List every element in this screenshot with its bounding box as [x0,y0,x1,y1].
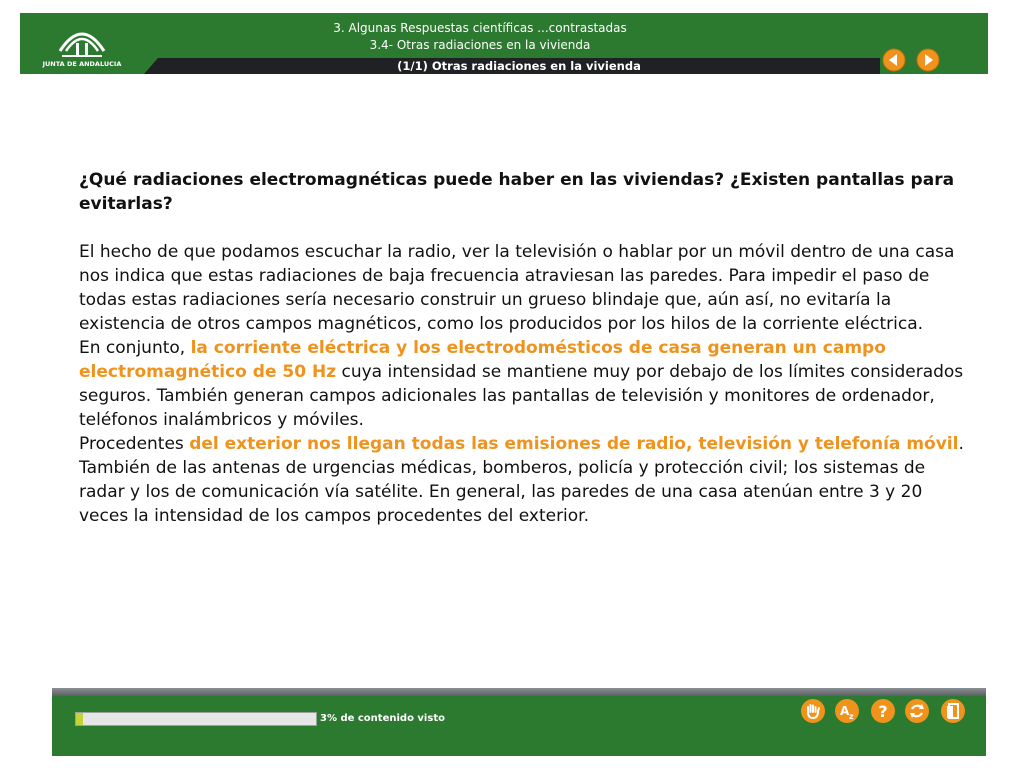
paragraph-3-end: . [958,434,964,454]
help-icon[interactable] [870,698,896,724]
header-bar [20,13,988,74]
paragraph-1: El hecho de que podamos escuchar la radio, ver la televisión o hablar por un móvil dentro de una casa nos indica que estas radiaciones de baja frecuencia atraviesan las paredes. Para impedir el paso de todas estas radiaciones sería necesario construir un grueso blindaje que, aún así, no evitaría la existencia de otros campos magnéticos, como los producidos por los hilos de la corriente eléctrica. [79,242,955,334]
logo-text: JUNTA DE ANDALUCIA [42,60,122,68]
paragraph-2-end: cuya intensidad se mantiene muy por debajo de los límites considerados seguros. También generan campos adicionales las pantallas de televisión y monitores de ordenador, teléfonos inalámbricos y móviles. [79,362,964,430]
hand-pointer-icon[interactable] [800,698,826,724]
svg-text:z: z [849,712,854,721]
junta-de-andalucia-logo [20,13,145,74]
paragraph-2-highlight: la corriente eléctrica y los electrodomésticos de casa generan un campo electromagnético de 50 Hz [79,338,886,382]
progress-label: 3% de contenido visto [320,713,445,724]
page-title-bar [158,58,880,74]
paragraph-3 [79,432,965,456]
footer-bar [52,688,986,756]
svg-text:A: A [840,704,850,718]
glossary-az-icon[interactable] [834,698,860,724]
reload-icon[interactable] [904,698,930,724]
exit-door-icon[interactable] [940,698,966,724]
paragraph-4: También de las antenas de urgencias médicas, bomberos, policía y protección civil; los sistemas de radar y los de comunicación vía satélite. En general, las paredes de una casa atenúan entre 3 y 20 veces la intensidad de los campos procedentes del exterior. [79,458,926,526]
paragraph-3-start: Procedentes [79,434,190,454]
subsection-title: 3.4- Otras radiaciones en la vivienda [369,38,591,52]
arrow-left-icon[interactable] [882,48,906,72]
paragraph-3-highlight: del exterior nos llegan todas las emisiones de radio, televisión y telefonía móvil [189,434,959,454]
page-title: (1/1) Otras radiaciones en la vivienda [397,59,641,73]
paragraph-2 [79,336,965,432]
question-heading: ¿Qué radiaciones electromagnéticas puede haber en las viviendas? ¿Existen pantallas para evitarlas? [79,170,955,214]
progress-fill [76,713,83,725]
arrow-right-icon[interactable] [916,48,940,72]
svg-text:?: ? [878,702,888,721]
main-content [79,168,965,528]
footer-divider [52,688,986,696]
section-title: 3. Algunas Respuestas científicas ...contrastadas [333,21,627,35]
progress-bar [75,712,317,726]
paragraph-2-start: En conjunto, [79,338,191,358]
